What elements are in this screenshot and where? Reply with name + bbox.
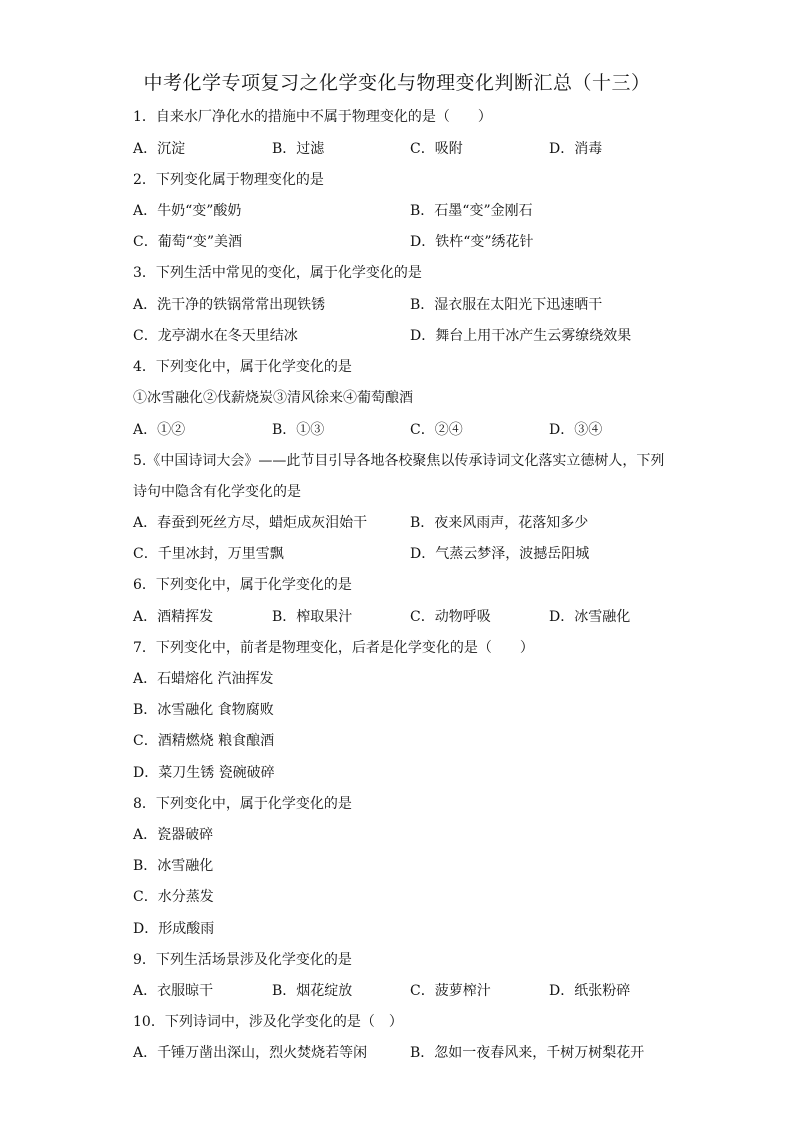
question-7-option-d: D．菜刀生锈 瓷碗破碎 (133, 765, 275, 781)
question-9-stem: 9．下列生活场景涉及化学变化的是 (133, 952, 352, 968)
question-4-option-b: B．①③ (272, 422, 325, 438)
question-7-option-b: B．冰雪融化 食物腐败 (133, 702, 274, 718)
question-5-option-d: D．气蒸云梦泽，波撼岳阳城 (410, 546, 590, 562)
question-1-option-a: A．沉淀 (133, 141, 186, 157)
question-7-option-c: C．酒精燃烧 粮食酿酒 (133, 733, 275, 749)
question-8-option-c: C．水分蒸发 (133, 889, 214, 905)
question-6-option-b: B．榨取果汁 (272, 609, 353, 625)
question-8-option-b: B．冰雪融化 (133, 858, 214, 874)
question-1-option-c: C．吸附 (410, 141, 463, 157)
question-9-option-d: D．纸张粉碎 (549, 983, 631, 999)
question-7-option-a: A．石蜡熔化 汽油挥发 (133, 671, 274, 687)
question-4-stem: 4．下列变化中，属于化学变化的是 (133, 359, 352, 375)
question-3-stem: 3．下列生活中常见的变化，属于化学变化的是 (133, 265, 422, 281)
question-4-items: ①冰雪融化②伐薪烧炭③清风徐来④葡萄酿酒 (133, 390, 413, 406)
question-3-option-b: B．湿衣服在太阳光下迅速晒干 (410, 297, 603, 313)
question-3-option-a: A．洗干净的铁锅常常出现铁锈 (133, 297, 326, 313)
question-5-option-b: B．夜来风雨声，花落知多少 (410, 515, 589, 531)
question-5-stem: 5.《中国诗词大会》——此节目引导各地各校聚焦以传承诗词文化落实立德树人，下列 (133, 453, 665, 469)
question-2-option-d: D．铁杵“变”绣花针 (410, 234, 534, 250)
question-9-option-c: C．菠萝榨汁 (410, 983, 491, 999)
question-4-option-c: C．②④ (410, 422, 463, 438)
question-10-stem: 10．下列诗词中，涉及化学变化的是（ ） (133, 1014, 403, 1030)
question-6-option-a: A．酒精挥发 (133, 609, 214, 625)
question-8-stem: 8．下列变化中，属于化学变化的是 (133, 796, 352, 812)
question-5-option-a: A．春蚕到死丝方尽，蜡炬成灰泪始干 (133, 515, 368, 531)
question-4-option-d: D．③④ (549, 422, 603, 438)
question-10-option-a: A．千锤万凿出深山，烈火焚烧若等闲 (133, 1045, 368, 1061)
question-2-option-c: C．葡萄“变”美酒 (133, 234, 243, 250)
question-1-option-d: D．消毒 (549, 141, 603, 157)
question-8-option-a: A．瓷器破碎 (133, 827, 214, 843)
question-2-stem: 2．下列变化属于物理变化的是 (133, 172, 324, 188)
question-10-option-b: B．忽如一夜春风来，千树万树梨花开 (410, 1045, 645, 1061)
question-5-option-c: C．千里冰封，万里雪飘 (133, 546, 284, 562)
question-2-option-a: A．牛奶“变”酸奶 (133, 203, 242, 219)
question-6-stem: 6．下列变化中，属于化学变化的是 (133, 577, 352, 593)
question-7-stem: 7．下列变化中，前者是物理变化，后者是化学变化的是（ ） (133, 640, 534, 656)
page-title: 中考化学专项复习之化学变化与物理变化判断汇总（十三） (143, 72, 651, 94)
question-9-option-a: A．衣服晾干 (133, 983, 214, 999)
question-1-option-b: B．过滤 (272, 141, 325, 157)
question-2-option-b: B．石墨“变”金刚石 (410, 203, 533, 219)
question-5-stem-continued: 诗句中隐含有化学变化的是 (133, 484, 301, 500)
question-9-option-b: B．烟花绽放 (272, 983, 353, 999)
question-1-stem: 1．自来水厂净化水的措施中不属于物理变化的是（ ） (133, 109, 492, 125)
question-4-option-a: A．①② (133, 422, 186, 438)
question-6-option-c: C．动物呼吸 (410, 609, 491, 625)
question-3-option-d: D．舞台上用干冰产生云雾缭绕效果 (410, 328, 632, 344)
question-3-option-c: C．龙亭湖水在冬天里结冰 (133, 328, 298, 344)
question-6-option-d: D．冰雪融化 (549, 609, 631, 625)
question-8-option-d: D．形成酸雨 (133, 921, 215, 937)
